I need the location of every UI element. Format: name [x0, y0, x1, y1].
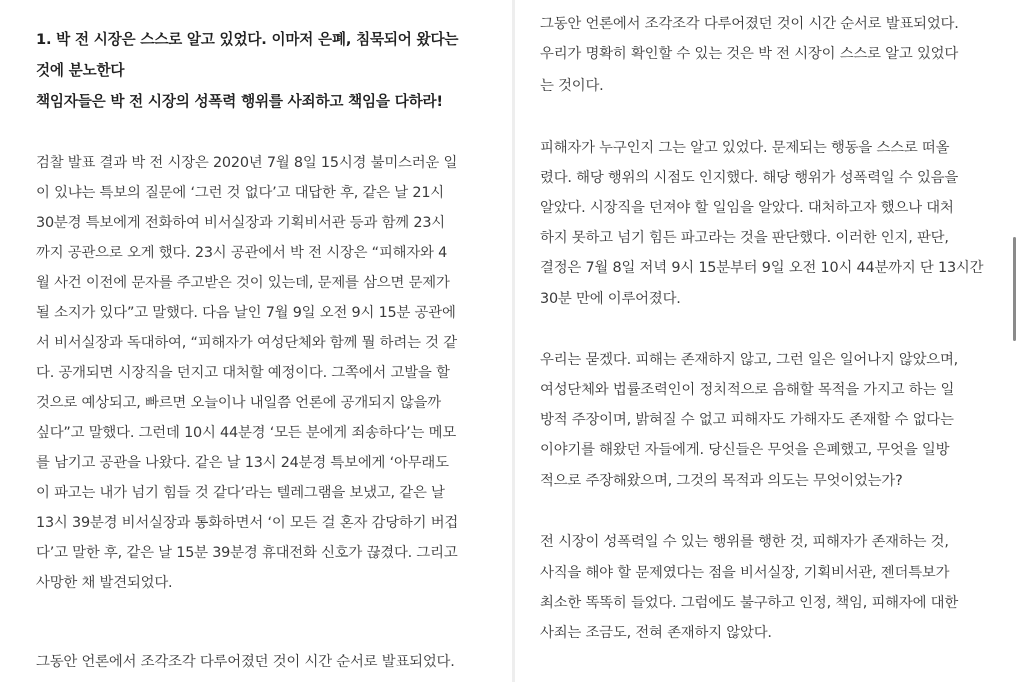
- body-line: 이 있냐는 특보의 질문에 ‘그런 것 없다’고 대답한 후, 같은 날 21시: [36, 185, 444, 201]
- body-line: 월 사건 이전에 문자를 주고받은 것이 있는데, 문제를 삼으면 문제가: [36, 275, 450, 291]
- body-line: 이 파고는 내가 넘기 힘들 것 같다’라는 텔레그램을 보냈고, 같은 날: [36, 485, 445, 501]
- body-line: 다’고 말한 후, 같은 날 15분 39분경 휴대전화 신호가 끊겼다. 그리고: [36, 545, 458, 561]
- body-line: 까지 공관으로 오게 했다. 23시 공관에서 박 전 시장은 “피해자와 4: [36, 245, 448, 261]
- body-line: 를 남기고 공관을 나왔다. 같은 날 13시 24분경 특보에게 ‘아무래도: [36, 455, 449, 471]
- heading-line: 1. 박 전 시장은 스스로 알고 있었다. 이마저 은폐, 침묵되어 왔다는: [36, 31, 459, 48]
- body-line: 최소한 똑똑히 들었다. 그럼에도 불구하고 인정, 책임, 피해자에 대한: [540, 595, 959, 611]
- body-line: 싶다”고 말했다. 그런데 10시 44분경 ‘모든 분에게 죄송하다’는 메모: [36, 425, 457, 441]
- body-line: 전 시장이 성폭력일 수 있는 행위를 행한 것, 피해자가 존재하는 것,: [540, 534, 949, 550]
- body-line: 사망한 채 발견되었다.: [36, 575, 173, 591]
- heading-line: 책임자들은 박 전 시장의 성폭력 행위를 사죄하고 책임을 다하라!: [36, 93, 443, 110]
- vertical-scrollbar[interactable]: [1013, 237, 1016, 341]
- body-line: 30분경 특보에게 전화하여 비서실장과 기획비서관 등과 함께 23시: [36, 215, 445, 231]
- body-line: 그동안 언론에서 조각조각 다루어졌던 것이 시간 순서로 발표되었다.: [36, 654, 455, 670]
- body-line: 는 것이다.: [540, 78, 604, 94]
- body-line: 서 비서실장과 독대하여, “피해자가 여성단체와 함께 뭘 하려는 것 같: [36, 335, 457, 351]
- body-line: 다. 공개되면 시장직을 던지고 대처할 예정이다. 그쪽에서 고발을 할: [36, 365, 450, 381]
- body-line: 30분 만에 이루어졌다.: [540, 291, 681, 307]
- body-line: 우리는 묻겠다. 피해는 존재하지 않고, 그런 일은 일어나지 않았으며,: [540, 352, 959, 368]
- body-line: 것으로 예상되고, 빠르면 오늘이나 내일쯤 언론에 공개되지 않을까: [36, 395, 441, 411]
- right-page-column: [515, 0, 1024, 682]
- body-line: 사직을 해야 할 문제였다는 점을 비서실장, 기획비서관, 젠더특보가: [540, 565, 950, 581]
- body-line: 결정은 7월 8일 저녁 9시 15분부터 9일 오전 10시 44분까지 단 13시간: [540, 260, 984, 276]
- body-line: 사죄는 조금도, 전혀 존재하지 않았다.: [540, 625, 772, 641]
- body-line: 적으로 주장해왔으며, 그것의 목적과 의도는 무엇이었는가?: [540, 473, 903, 489]
- body-line: 방적 주장이며, 밝혀질 수 없고 피해자도 가해자도 존재할 수 없다는: [540, 412, 954, 428]
- body-line: 알았다. 시장직을 던져야 할 일임을 알았다. 대처하고자 했으나 대처: [540, 200, 954, 216]
- body-line: 하지 못하고 넘기 힘든 파고라는 것을 판단했다. 이러한 인지, 판단,: [540, 230, 949, 246]
- body-line: 검찰 발표 결과 박 전 시장은 2020년 7월 8일 15시경 불미스러운 일: [36, 155, 458, 171]
- heading-line: 것에 분노한다: [36, 62, 125, 79]
- body-line: 13시 39분경 비서실장과 통화하면서 ‘이 모든 걸 혼자 감당하기 버겁: [36, 515, 459, 531]
- body-line: 우리가 명확히 확인할 수 있는 것은 박 전 시장이 스스로 알고 있었다: [540, 46, 959, 62]
- body-line: 이야기를 해왔던 자들에게. 당신들은 무엇을 은폐했고, 무엇을 일방: [540, 442, 950, 458]
- body-line: 될 소지가 있다”고 말했다. 다음 날인 7월 9일 오전 9시 15분 공관에: [36, 305, 456, 321]
- body-line: 여성단체와 법률조력인이 정치적으로 음해할 목적을 가지고 하는 일: [540, 382, 955, 398]
- body-line: 피해자가 누구인지 그는 알고 있었다. 문제되는 행동을 스스로 떠올: [540, 140, 950, 156]
- body-line: 그동안 언론에서 조각조각 다루어졌던 것이 시간 순서로 발표되었다.: [540, 16, 959, 32]
- body-line: 렸다. 해당 행위의 시점도 인지했다. 해당 행위가 성폭력일 수 있음을: [540, 170, 959, 186]
